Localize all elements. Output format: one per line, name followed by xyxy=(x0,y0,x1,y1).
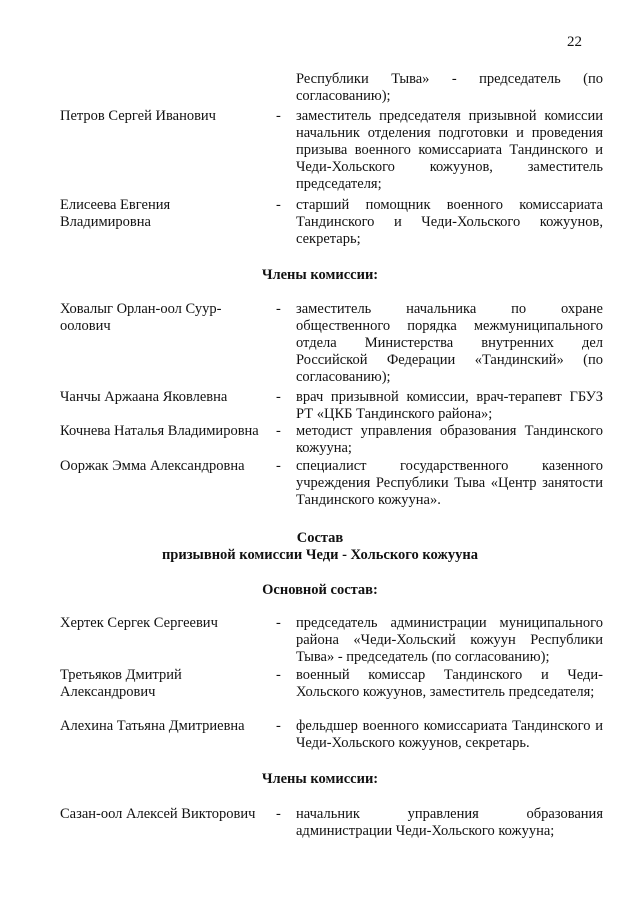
members-heading: Члены комиссии: xyxy=(261,771,379,787)
member-role: методист управления образования Тандинского кожууна; xyxy=(296,423,603,456)
member-name: Петров Сергей Иванович xyxy=(60,108,216,124)
dash: - xyxy=(276,108,281,124)
member-role: фельдшер военного комиссариата Тандинского и Чеди-Хольского кожуунов, секретарь. xyxy=(296,718,603,751)
member-name: Чанчы Аржаана Яковлевна xyxy=(60,389,228,405)
page-number: 22 xyxy=(567,34,582,50)
member-name: Третьяков Дмитрий Александрович xyxy=(60,667,182,700)
member-role: председатель администрации муниципального района «Чеди-Хольский кожуун Республики Тыва» - председатель (по согласованию); xyxy=(296,615,603,665)
member-role: врач призывной комиссии, врач-терапевт ГБУЗ РТ «ЦКБ Тандинского района»; xyxy=(296,389,603,422)
dash: - xyxy=(276,718,281,734)
member-name: Сазан-оол Алексей Викторович xyxy=(60,806,256,822)
member-name: Хертек Сергек Сергеевич xyxy=(60,615,218,631)
member-name: Кочнева Наталья Владимировна xyxy=(60,423,259,439)
member-role: заместитель начальника по охране общественного порядка межмуниципального отдела Министерства внутренних дел Российской Федерации «Тандинский» (по согласованию); xyxy=(296,301,603,385)
member-role: начальник управления образования администрации Чеди-Хольского кожууна; xyxy=(296,806,603,839)
member-role: специалист государственного казенного учреждения Республики Тыва «Центр занятости Тандинского кожууна». xyxy=(296,458,603,508)
dash: - xyxy=(276,301,281,317)
dash: - xyxy=(276,389,281,405)
dash: - xyxy=(276,806,281,822)
dash: - xyxy=(276,667,281,683)
member-role: старший помощник военного комиссариата Тандинского и Чеди-Хольского кожуунов, секретарь; xyxy=(296,197,603,247)
member-name: Алехина Татьяна Дмитриевна xyxy=(60,718,245,734)
section-subtitle: призывной комиссии Чеди - Хольского кожууна xyxy=(161,547,479,563)
section-title: Состав xyxy=(296,530,344,546)
main-heading: Основной состав: xyxy=(262,582,378,598)
continuation-text: Республики Тыва» - председатель (по согласованию); xyxy=(296,71,603,104)
member-role: военный комиссар Тандинского и Чеди-Хольского кожуунов, заместитель председателя; xyxy=(296,667,603,700)
member-name: Елисеева Евгения Владимировна xyxy=(60,197,171,230)
dash: - xyxy=(276,458,281,474)
member-name: Ооржак Эмма Александровна xyxy=(60,458,245,474)
dash: - xyxy=(276,615,281,631)
dash: - xyxy=(276,197,281,213)
member-role: заместитель председателя призывной комиссии начальник отделения подготовки и проведения призыва военного комиссариата Тандинского и Чеди-Хольского кожуунов, заместитель председателя; xyxy=(296,108,603,192)
member-name: Ховалыг Орлан-оол Суур-оолович xyxy=(60,301,222,334)
dash: - xyxy=(276,423,281,439)
members-heading: Члены комиссии: xyxy=(261,267,379,283)
